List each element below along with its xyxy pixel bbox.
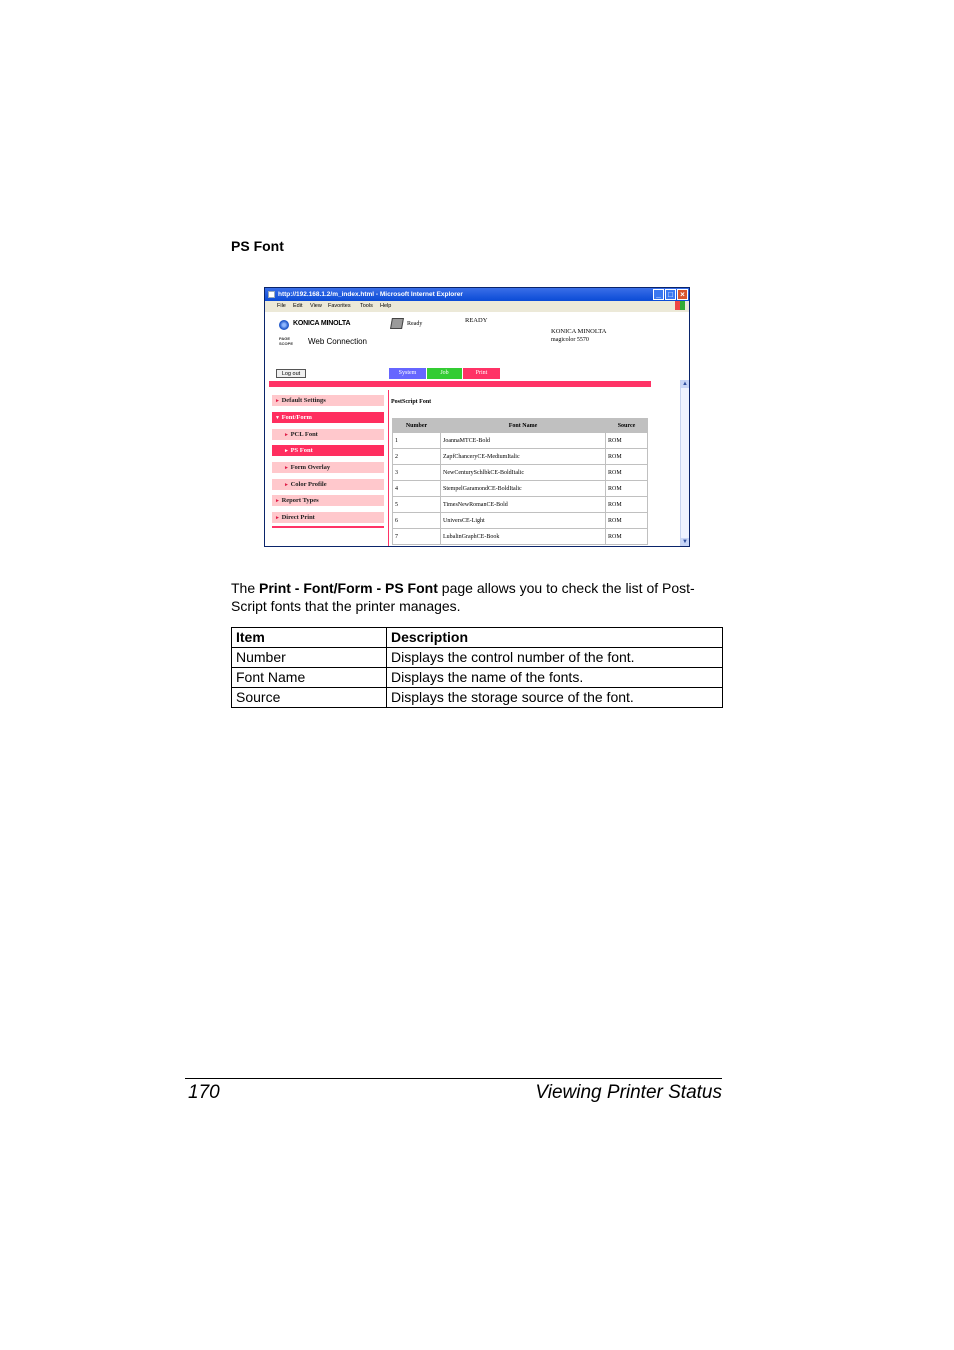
item-description-table [231, 627, 723, 708]
section-heading: PS Font [231, 238, 284, 254]
item-name: Number [232, 648, 387, 668]
page-number: 170 [188, 1082, 220, 1103]
arrow-icon: ► [284, 449, 289, 454]
nav-form-overlay[interactable] [272, 462, 384, 473]
brand-name: KONICA MINOLTA [293, 320, 351, 327]
font-number: 7 [393, 529, 440, 544]
font-source: ROM [606, 513, 647, 528]
col-number: Number [393, 419, 440, 432]
maximize-icon[interactable]: □ [665, 289, 676, 300]
menu-file[interactable]: File [277, 303, 286, 309]
arrow-icon: ► [284, 483, 289, 488]
font-source: ROM [606, 433, 647, 448]
nav-label: PS Font [290, 447, 313, 454]
menu-edit[interactable]: Edit [293, 303, 303, 309]
tab-job[interactable]: Job [427, 368, 462, 379]
tab-system[interactable]: System [389, 368, 426, 379]
font-number: 4 [393, 481, 440, 496]
font-number: 2 [393, 449, 440, 464]
nav-label: Default Settings [281, 397, 326, 404]
item-name: Font Name [232, 668, 387, 688]
arrow-icon: ► [275, 399, 280, 404]
font-number: 1 [393, 433, 440, 448]
table-row [393, 449, 647, 464]
content-divider [388, 390, 389, 546]
font-name: TimesNewRomanCE-Bold [441, 497, 605, 512]
nav-font-form[interactable] [272, 412, 384, 423]
item-description: Displays the control number of the font. [387, 648, 723, 668]
nav-color-profile[interactable] [272, 479, 384, 490]
item-name: Source [232, 688, 387, 708]
postscript-font-title: PostScript Font [391, 399, 432, 405]
browser-screenshot [264, 287, 690, 547]
nav-label: Direct Print [281, 514, 315, 521]
menu-help[interactable]: Help [380, 303, 392, 309]
arrow-icon: ▼ [275, 416, 280, 421]
nav-label: Color Profile [290, 481, 327, 488]
font-name: ZapfChanceryCE-MediumItalic [441, 449, 605, 464]
para-text: page allows you to check the list of Post-Script fonts that the printer manages. [231, 580, 695, 614]
menu-tools[interactable]: Tools [360, 303, 373, 309]
window-title: http://192.168.1.2/m_index.html - Microsoft Internet Explorer [278, 291, 463, 298]
table-row [393, 465, 647, 480]
font-name: JoannaMTCE-Bold [441, 433, 605, 448]
font-source: ROM [606, 497, 647, 512]
font-source: ROM [606, 465, 647, 480]
item-description: Displays the name of the fonts. [387, 668, 723, 688]
nav-label: PCL Font [290, 431, 318, 438]
item-description: Displays the storage source of the font. [387, 688, 723, 708]
close-icon[interactable]: × [677, 289, 688, 300]
col-description: Description [387, 628, 723, 648]
arrow-icon: ► [284, 466, 289, 471]
font-table [392, 418, 648, 545]
nav-divider [272, 526, 384, 528]
table-row [232, 648, 723, 668]
title-bar [265, 288, 689, 301]
table-row [232, 688, 723, 708]
col-font-name: Font Name [441, 419, 605, 432]
nav-report-types[interactable] [272, 495, 384, 506]
font-name: NewCenturySchlbkCE-BoldItalic [441, 465, 605, 480]
nav-pcl-font[interactable] [272, 429, 384, 440]
table-row [393, 513, 647, 528]
table-row [232, 668, 723, 688]
para-text: The [231, 580, 260, 596]
table-row [393, 497, 647, 512]
font-name: UniversCE-Light [441, 513, 605, 528]
minimize-icon[interactable]: _ [653, 289, 664, 300]
page-content [265, 312, 689, 546]
nav-direct-print[interactable] [272, 512, 384, 523]
printer-icon [390, 318, 404, 329]
nav-default-settings[interactable] [272, 395, 384, 406]
arrow-icon: ► [284, 433, 289, 438]
description-paragraph [231, 579, 721, 615]
col-source: Source [606, 419, 647, 432]
nav-label: Form Overlay [290, 464, 331, 471]
footer-rule [185, 1078, 722, 1079]
nav-label: Font/Form [281, 414, 312, 421]
konica-logo-icon [279, 320, 289, 330]
ie-icon [268, 291, 275, 298]
font-number: 5 [393, 497, 440, 512]
web-connection-label: Web Connection [308, 337, 367, 346]
menu-favorites[interactable]: Favorites [328, 303, 351, 309]
para-bold-path: Print - Font/Form - PS Font [259, 580, 438, 596]
windows-logo-icon [675, 301, 685, 310]
nav-ps-font[interactable] [272, 445, 384, 456]
table-row [393, 529, 647, 544]
font-table-header [393, 419, 647, 432]
pagescope-logo-icon: PAGE SCOPE [279, 336, 294, 346]
scroll-up-icon[interactable]: ▲ [682, 381, 688, 387]
logout-button[interactable]: Log out [276, 369, 306, 378]
scroll-down-icon[interactable]: ▼ [682, 539, 688, 545]
tab-underline [269, 381, 651, 387]
tab-print[interactable]: Print [463, 368, 500, 379]
model-brand: KONICA MINOLTA [551, 328, 607, 335]
table-row [393, 433, 647, 448]
menu-view[interactable]: View [310, 303, 322, 309]
font-source: ROM [606, 449, 647, 464]
model-name: magicolor 5570 [551, 337, 589, 343]
scrollbar[interactable] [680, 380, 689, 546]
font-number: 3 [393, 465, 440, 480]
status-code: READY [465, 317, 488, 324]
printer-status: Ready [407, 321, 423, 327]
desc-table-header [232, 628, 723, 648]
font-name: StempelGaramondCE-BoldItalic [441, 481, 605, 496]
col-item: Item [232, 628, 387, 648]
nav-label: Report Types [281, 497, 319, 504]
chapter-title: Viewing Printer Status [535, 1082, 722, 1103]
arrow-icon: ► [275, 499, 280, 504]
font-number: 6 [393, 513, 440, 528]
font-source: ROM [606, 481, 647, 496]
arrow-icon: ► [275, 516, 280, 521]
font-name: LubalinGraphCE-Book [441, 529, 605, 544]
font-source: ROM [606, 529, 647, 544]
table-row [393, 481, 647, 496]
